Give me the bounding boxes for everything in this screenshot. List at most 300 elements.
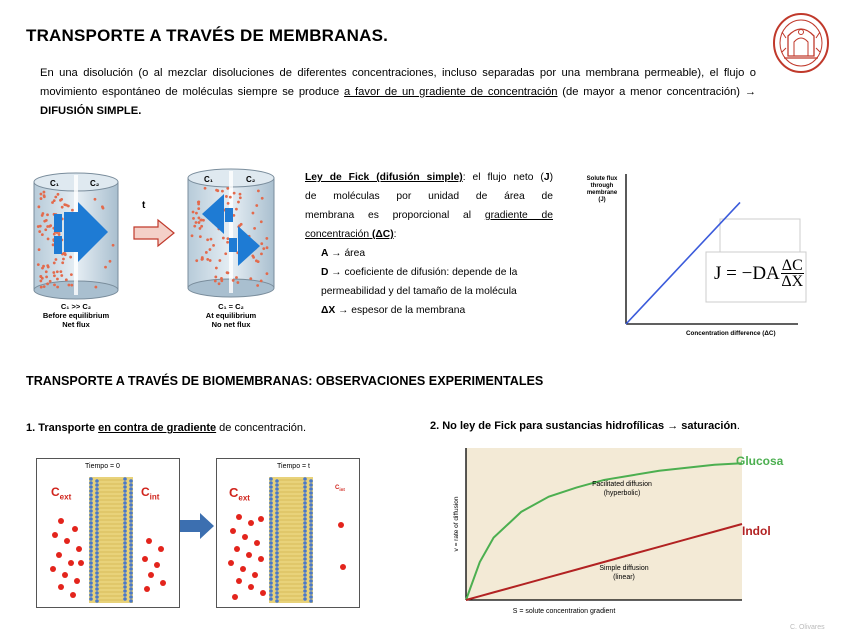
molecule-dot: [239, 196, 242, 199]
molecule-dot: [58, 233, 61, 236]
phospholipid-head: [275, 495, 279, 499]
phospholipid-head: [95, 539, 99, 543]
phospholipid-head: [303, 581, 307, 585]
molecule-dot: [210, 238, 213, 241]
observation-2: 2. No ley de Fick para sustancias hidrofílicas → saturación.: [430, 420, 740, 432]
phospholipid-head: [269, 561, 273, 565]
cyl-right-c1-label: C₁: [204, 175, 214, 184]
phospholipid-head: [275, 567, 279, 571]
phospholipid-head: [309, 599, 313, 603]
molecule-dot: [235, 276, 238, 279]
phospholipid-head: [275, 587, 279, 591]
phospholipid-head: [89, 493, 93, 497]
phospholipid-head: [123, 521, 127, 525]
solute-dot: [240, 566, 246, 572]
phospholipid-head: [129, 515, 133, 519]
phospholipid-head: [123, 533, 127, 537]
molecule-dot: [256, 284, 259, 287]
molecule-dot: [112, 244, 115, 247]
molecule-dot: [37, 263, 40, 266]
phospholipid-head: [123, 597, 127, 601]
phospholipid-head: [89, 481, 93, 485]
phospholipid-head: [129, 583, 133, 587]
phospholipid-head: [129, 547, 133, 551]
phospholipid-head: [269, 517, 273, 521]
phospholipid-head: [309, 583, 313, 587]
molecule-dot: [40, 197, 43, 200]
phospholipid-head: [275, 551, 279, 555]
phospholipid-head: [129, 487, 133, 491]
phospholipid-head: [303, 497, 307, 501]
phospholipid-head: [129, 579, 133, 583]
phospholipid-head: [309, 579, 313, 583]
phospholipid-head: [303, 505, 307, 509]
solute-dot: [144, 586, 150, 592]
molecule-dot: [70, 273, 73, 276]
phospholipid-head: [89, 581, 93, 585]
phospholipid-head: [123, 493, 127, 497]
phospholipid-head: [95, 543, 99, 547]
phospholipid-head: [275, 591, 279, 595]
phospholipid-head: [129, 563, 133, 567]
molecule-dot: [197, 207, 200, 210]
molecule-dot: [45, 270, 48, 273]
phospholipid-head: [309, 519, 313, 523]
phospholipid-head: [129, 499, 133, 503]
molecule-dot: [65, 204, 68, 207]
molecule-dot: [41, 212, 44, 215]
flux-ylabel: Solute flux through membrane (J): [586, 176, 618, 203]
phospholipid-head: [303, 489, 307, 493]
molecule-dot: [55, 258, 58, 261]
phospholipid-head: [129, 523, 133, 527]
molecule-dot: [216, 189, 219, 192]
phospholipid-head: [309, 515, 313, 519]
phospholipid-head: [303, 553, 307, 557]
molecule-dot: [62, 252, 65, 255]
molecule-dot: [236, 281, 239, 284]
molecule-dot: [46, 225, 49, 228]
phospholipid-head: [269, 545, 273, 549]
molecule-dot: [44, 228, 47, 231]
phospholipid-head: [269, 597, 273, 601]
cint-label-right: $C_{int}$: [335, 485, 345, 493]
solute-dot: [148, 572, 154, 578]
phospholipid-head: [89, 529, 93, 533]
phospholipid-head: [123, 577, 127, 581]
phospholipid-head: [269, 489, 273, 493]
phospholipid-head: [275, 491, 279, 495]
phospholipid-head: [95, 487, 99, 491]
phospholipid-head: [123, 481, 127, 485]
phospholipid-head: [123, 513, 127, 517]
phospholipid-head: [275, 563, 279, 567]
molecule-dot: [266, 246, 269, 249]
molecule-dot: [46, 282, 49, 285]
phospholipid-head: [303, 557, 307, 561]
sat-ylabel: v = rate of diffusion: [453, 496, 460, 552]
solute-dot: [56, 552, 62, 558]
phospholipid-head: [129, 491, 133, 495]
molecule-dot: [260, 220, 263, 223]
phospholipid-head: [309, 495, 313, 499]
molecule-dot: [221, 190, 224, 193]
indol-label: Indol: [742, 524, 771, 538]
phospholipid-head: [303, 501, 307, 505]
phospholipid-head: [129, 571, 133, 575]
phospholipid-head: [309, 567, 313, 571]
molecule-dot: [68, 284, 71, 287]
molecule-dot: [61, 261, 64, 264]
phospholipid-head: [89, 513, 93, 517]
molecule-dot: [195, 221, 198, 224]
cylinder-at-equilibrium: [182, 166, 280, 306]
molecule-dot: [260, 280, 263, 283]
molecule-dot: [46, 264, 49, 267]
phospholipid-head: [89, 509, 93, 513]
molecule-dot: [257, 189, 260, 192]
solute-dot: [58, 584, 64, 590]
solute-dot: [74, 578, 80, 584]
molecule-dot: [57, 193, 60, 196]
phospholipid-head: [303, 585, 307, 589]
phospholipid-head: [269, 477, 273, 481]
solute-dot: [248, 520, 254, 526]
phospholipid-head: [89, 521, 93, 525]
phospholipid-head: [123, 569, 127, 573]
molecule-dot: [41, 277, 44, 280]
molecule-dot: [205, 251, 208, 254]
phospholipid-head: [269, 585, 273, 589]
phospholipid-head: [95, 527, 99, 531]
molecule-dot: [226, 241, 229, 244]
phospholipid-head: [95, 507, 99, 511]
molecule-dot: [198, 221, 201, 224]
molecule-dot: [229, 196, 232, 199]
phospholipid-head: [309, 491, 313, 495]
phospholipid-head: [89, 525, 93, 529]
phospholipid-head: [275, 555, 279, 559]
phospholipid-head: [275, 527, 279, 531]
time-label: t: [142, 200, 146, 211]
phospholipid-head: [309, 527, 313, 531]
molecule-dot: [215, 267, 218, 270]
phospholipid-head: [275, 487, 279, 491]
molecule-dot: [102, 207, 105, 210]
phospholipid-head: [129, 519, 133, 523]
solute-dot: [154, 562, 160, 568]
molecule-dot: [206, 258, 209, 261]
molecule-dot: [104, 266, 107, 269]
molecule-dot: [252, 212, 255, 215]
phospholipid-head: [269, 481, 273, 485]
phospholipid-head: [275, 539, 279, 543]
phospholipid-head: [123, 593, 127, 597]
molecule-dot: [45, 275, 48, 278]
molecule-dot: [220, 277, 223, 280]
phospholipid-head: [89, 561, 93, 565]
phospholipid-head: [95, 531, 99, 535]
solute-dot: [232, 594, 238, 600]
molecule-dot: [60, 274, 63, 277]
phospholipid-head: [89, 505, 93, 509]
phospholipid-head: [309, 507, 313, 511]
intro-paragraph: En una disolución (o al mezclar disoluciones de diferentes concentraciones, incluso separadas por una membrana permeable), el flujo o movimiento espontáneo de moléculas siempre se produce a favor de un gradiente de concentración (de mayor a menor concentración) → DIFUSIÓN SIMPLE.: [40, 67, 756, 117]
phospholipid-head: [303, 513, 307, 517]
molecule-dot: [62, 258, 65, 261]
solute-dot: [64, 538, 70, 544]
phospholipid-head: [89, 497, 93, 501]
phospholipid-head: [275, 583, 279, 587]
phospholipid-head: [89, 593, 93, 597]
phospholipid-head: [89, 549, 93, 553]
phospholipid-head: [303, 533, 307, 537]
phospholipid-head: [269, 537, 273, 541]
molecule-dot: [59, 199, 62, 202]
phospholipid-head: [129, 555, 133, 559]
phospholipid-head: [129, 507, 133, 511]
phospholipid-head: [89, 553, 93, 557]
phospholipid-head: [275, 531, 279, 535]
molecule-dot: [38, 248, 41, 251]
phospholipid-head: [129, 535, 133, 539]
phospholipid-head: [275, 543, 279, 547]
phospholipid-head: [303, 481, 307, 485]
molecule-dot: [255, 204, 258, 207]
phospholipid-head: [89, 569, 93, 573]
molecule-dot: [204, 187, 207, 190]
phospholipid-head: [123, 545, 127, 549]
phospholipid-head: [89, 489, 93, 493]
molecule-dot: [94, 286, 97, 289]
phospholipid-head: [309, 511, 313, 515]
solute-dot: [340, 564, 346, 570]
phospholipid-head: [95, 587, 99, 591]
molecule-dot: [206, 238, 209, 241]
phospholipid-head: [95, 555, 99, 559]
phospholipid-head: [303, 537, 307, 541]
phospholipid-head: [95, 591, 99, 595]
phospholipid-head: [269, 541, 273, 545]
molecule-dot: [209, 259, 212, 262]
solute-dot: [234, 546, 240, 552]
time-progress-arrow-icon: [178, 512, 216, 540]
section-title-experimental: TRANSPORTE A TRAVÉS DE BIOMEMBRANAS: OBSERVACIONES EXPERIMENTALES: [26, 374, 544, 388]
solute-dot: [258, 516, 264, 522]
phospholipid-head: [275, 535, 279, 539]
molecule-dot: [43, 220, 46, 223]
molecule-dot: [214, 280, 217, 283]
author-footer: C. Olivares: [790, 624, 825, 631]
phospholipid-head: [95, 571, 99, 575]
molecule-dot: [262, 247, 265, 250]
phospholipid-head: [95, 575, 99, 579]
phospholipid-head: [309, 479, 313, 483]
molecule-dot: [54, 196, 57, 199]
phospholipid-head: [123, 561, 127, 565]
phospholipid-head: [309, 543, 313, 547]
phospholipid-head: [123, 477, 127, 481]
solute-dot: [70, 592, 76, 598]
phospholipid-head: [123, 517, 127, 521]
phospholipid-head: [129, 567, 133, 571]
phospholipid-head: [275, 511, 279, 515]
phospholipid-head: [123, 485, 127, 489]
phospholipid-head: [275, 523, 279, 527]
solute-dot: [236, 514, 242, 520]
phospholipid-head: [303, 509, 307, 513]
phospholipid-head: [275, 559, 279, 563]
phospholipid-head: [89, 501, 93, 505]
membrane-time0-graphic: [37, 459, 179, 607]
phospholipid-head: [303, 485, 307, 489]
molecule-dot: [59, 270, 62, 273]
molecule-dot: [39, 280, 42, 283]
phospholipid-head: [269, 565, 273, 569]
molecule-dot: [56, 270, 59, 273]
phospholipid-head: [129, 551, 133, 555]
phospholipid-head: [95, 499, 99, 503]
phospholipid-head: [309, 483, 313, 487]
solute-dot: [252, 572, 258, 578]
membrane-timet-graphic: [217, 459, 359, 607]
solute-dot: [258, 556, 264, 562]
cext-label-left: $C_{ext}$: [51, 485, 72, 502]
molecule-dot: [235, 208, 238, 211]
phospholipid-head: [89, 485, 93, 489]
simp-diff-line2: (linear): [613, 574, 635, 581]
molecule-dot: [227, 271, 230, 274]
phospholipid-head: [123, 549, 127, 553]
cyl-left-c2-label: C₂: [90, 179, 100, 188]
phospholipid-head: [309, 523, 313, 527]
phospholipid-head: [129, 543, 133, 547]
phospholipid-head: [89, 597, 93, 601]
molecule-dot: [239, 193, 242, 196]
phospholipid-head: [123, 581, 127, 585]
molecule-dot: [40, 286, 43, 289]
phospholipid-head: [123, 573, 127, 577]
fick-law-text: Ley de Fick (difusión simple): el flujo neto (J) de moléculas por unidad de área de membrana es proporcional al gradiente de concentración (ΔC): A → área D → coeficiente de difusión: depende de la permeabilidad y del tamaño de la molécula ΔX → espesor de la membrana: [305, 172, 553, 316]
phospholipid-head: [123, 589, 127, 593]
phospholipid-head: [275, 515, 279, 519]
phospholipid-head: [303, 589, 307, 593]
molecule-dot: [52, 271, 55, 274]
phospholipid-head: [129, 531, 133, 535]
phospholipid-head: [95, 483, 99, 487]
phospholipid-head: [89, 585, 93, 589]
phospholipid-head: [95, 535, 99, 539]
phospholipid-head: [309, 575, 313, 579]
phospholipid-head: [269, 577, 273, 581]
phospholipid-head: [275, 503, 279, 507]
phospholipid-head: [309, 563, 313, 567]
phospholipid-head: [269, 573, 273, 577]
molecule-dot: [197, 217, 200, 220]
phospholipid-head: [303, 529, 307, 533]
molecule-dot: [218, 282, 221, 285]
phospholipid-head: [95, 567, 99, 571]
phospholipid-head: [269, 529, 273, 533]
molecule-dot: [260, 252, 263, 255]
page-title: TRANSPORTE A TRAVÉS DE MEMBRANAS.: [26, 26, 389, 45]
phospholipid-head: [309, 595, 313, 599]
sat-xlabel: S = solute concentration gradient: [512, 608, 616, 615]
university-seal-logo: [772, 12, 830, 74]
phospholipid-head: [303, 493, 307, 497]
phospholipid-head: [303, 565, 307, 569]
phospholipid-head: [303, 517, 307, 521]
phospholipid-head: [309, 551, 313, 555]
molecule-dot: [56, 286, 59, 289]
phospholipid-head: [269, 497, 273, 501]
molecule-dot: [41, 233, 44, 236]
phospholipid-head: [269, 485, 273, 489]
phospholipid-head: [275, 575, 279, 579]
phospholipid-head: [303, 577, 307, 581]
phospholipid-head: [269, 533, 273, 537]
molecule-dot: [209, 248, 212, 251]
time0-label: Tiempo = 0: [85, 463, 120, 470]
molecule-dot: [225, 195, 228, 198]
molecule-dot: [226, 187, 229, 190]
phospholipid-head: [303, 545, 307, 549]
phospholipid-head: [95, 563, 99, 567]
molecule-dot: [233, 192, 236, 195]
phospholipid-head: [269, 557, 273, 561]
phospholipid-head: [303, 573, 307, 577]
molecule-dot: [56, 278, 59, 281]
fick-equation: J = −DA ΔC ΔX: [714, 257, 804, 290]
phospholipid-head: [309, 591, 313, 595]
phospholipid-head: [275, 483, 279, 487]
phospholipid-head: [95, 511, 99, 515]
phospholipid-head: [89, 517, 93, 521]
phospholipid-head: [123, 501, 127, 505]
phospholipid-head: [95, 579, 99, 583]
phospholipid-head: [269, 569, 273, 573]
phospholipid-head: [129, 503, 133, 507]
molecule-dot: [266, 272, 269, 275]
molecule-dot: [47, 237, 50, 240]
phospholipid-head: [269, 521, 273, 525]
molecule-dot: [43, 194, 46, 197]
molecule-dot: [261, 197, 264, 200]
solute-dot: [228, 560, 234, 566]
molecule-dot: [46, 213, 49, 216]
phospholipid-head: [269, 589, 273, 593]
molecule-dot: [192, 217, 195, 220]
molecule-dot: [193, 225, 196, 228]
molecule-dot: [43, 191, 46, 194]
solute-dot: [72, 526, 78, 532]
phospholipid-head: [309, 535, 313, 539]
phospholipid-head: [123, 541, 127, 545]
solute-dot: [158, 546, 164, 552]
phospholipid-head: [123, 489, 127, 493]
molecule-dot: [39, 225, 42, 228]
phospholipid-head: [95, 519, 99, 523]
phospholipid-head: [275, 595, 279, 599]
molecule-dot: [253, 227, 256, 230]
phospholipid-head: [89, 573, 93, 577]
phospholipid-head: [89, 533, 93, 537]
phospholipid-head: [269, 593, 273, 597]
phospholipid-head: [123, 537, 127, 541]
molecule-dot: [212, 244, 215, 247]
fac-diff-line1: Facilitated diffusion: [592, 481, 652, 488]
phospholipid-head: [269, 493, 273, 497]
